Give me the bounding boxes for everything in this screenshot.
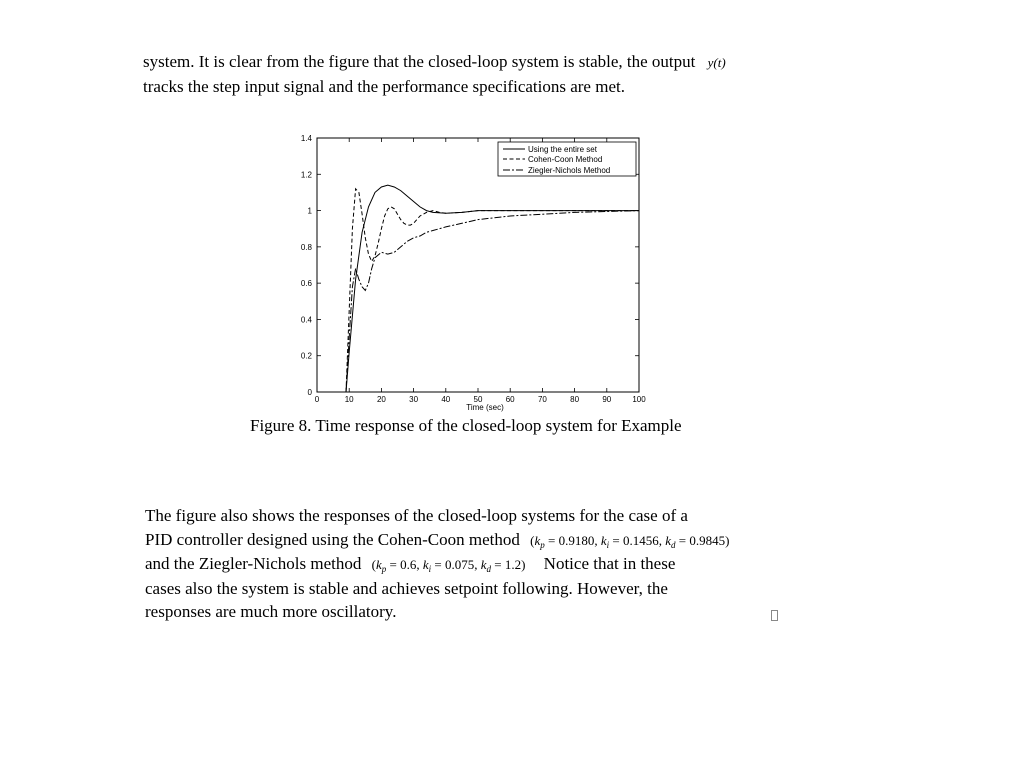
cc-kd-value: 0.9845 <box>689 532 726 548</box>
x-tick-label: 10 <box>344 395 354 404</box>
x-tick-label: 0 <box>314 395 320 404</box>
x-tick-label: 20 <box>376 395 386 404</box>
legend-label-cohen-coon: Cohen-Coon Method <box>528 155 603 164</box>
discussion-line-2-text: PID controller designed using the Cohen-Coon method <box>145 529 520 549</box>
cc-kp-value: 0.9180 <box>558 532 595 548</box>
legend-label-ziegler-nichols: Ziegler-Nichols Method <box>528 166 611 175</box>
cohen-coon-parameters: ($k_p = 0.9180$, $k_i = 0.1456$, $k_d = 0.9845$) <box>530 532 730 550</box>
zn-kd-value: 1.2 <box>504 557 522 572</box>
x-tick-label: 60 <box>505 395 515 404</box>
x-axis-label: Time (sec) <box>466 403 504 412</box>
discussion-line-1: The figure also shows the responses of the closed-loop systems for the case of a <box>145 506 688 525</box>
x-tick-label: 30 <box>409 395 419 404</box>
y-tick-label: 0.6 <box>300 279 312 289</box>
cc-ki-value: 0.1456 <box>623 532 659 548</box>
y-tick-label: 1.4 <box>300 134 312 143</box>
intro-paragraph <box>143 50 726 98</box>
intro-line-1 <box>143 50 726 75</box>
figure-caption: Figure 8. Time response of the closed-loop system for Example <box>250 416 682 435</box>
y-tick-label: 0 <box>307 388 312 397</box>
zn-ki-value: 0.075 <box>444 557 475 572</box>
discussion-paragraph <box>145 504 729 624</box>
y-tick-label: 0.8 <box>300 242 312 252</box>
discussion-line-3a-text: and the Ziegler-Nichols method <box>145 554 362 573</box>
missing-glyph-box <box>771 610 778 621</box>
chart-legend <box>498 142 636 176</box>
y-tick-label: 0.4 <box>300 315 312 325</box>
zn-kp-value: 0.6 <box>400 557 417 572</box>
discussion-line-3b-text: Notice that in these <box>543 554 676 573</box>
discussion-line-4: cases also the system is stable and achieves setpoint following. However, the <box>145 578 668 598</box>
output-signal-symbol: y(t) <box>707 55 726 70</box>
x-tick-label: 50 <box>473 395 483 404</box>
discussion-line-2 <box>145 528 729 553</box>
legend-label-entire-set: Using the entire set <box>528 145 597 154</box>
y-tick-label: 1.2 <box>300 170 312 180</box>
y-tick-label: 0.2 <box>300 351 312 361</box>
x-tick-label: 100 <box>632 395 646 404</box>
discussion-line-5: responses are much more oscillatory. <box>145 602 397 621</box>
ziegler-nichols-parameters: ($k_p = 0.6$, $k_i = 0.075$, $k_d = 1.2$) <box>371 557 526 574</box>
intro-line-1-text: system. It is clear from the figure that the closed-loop system is stable, the output <box>143 52 696 71</box>
x-tick-label: 80 <box>570 395 580 404</box>
discussion-line-3 <box>145 552 729 577</box>
y-tick-label: 1 <box>307 206 312 216</box>
x-tick-label: 40 <box>441 395 451 404</box>
x-tick-label: 90 <box>602 395 612 404</box>
step-response-chart <box>290 128 660 418</box>
intro-line-2: tracks the step input signal and the performance specifications are met. <box>143 76 625 96</box>
x-tick-label: 70 <box>537 395 547 404</box>
